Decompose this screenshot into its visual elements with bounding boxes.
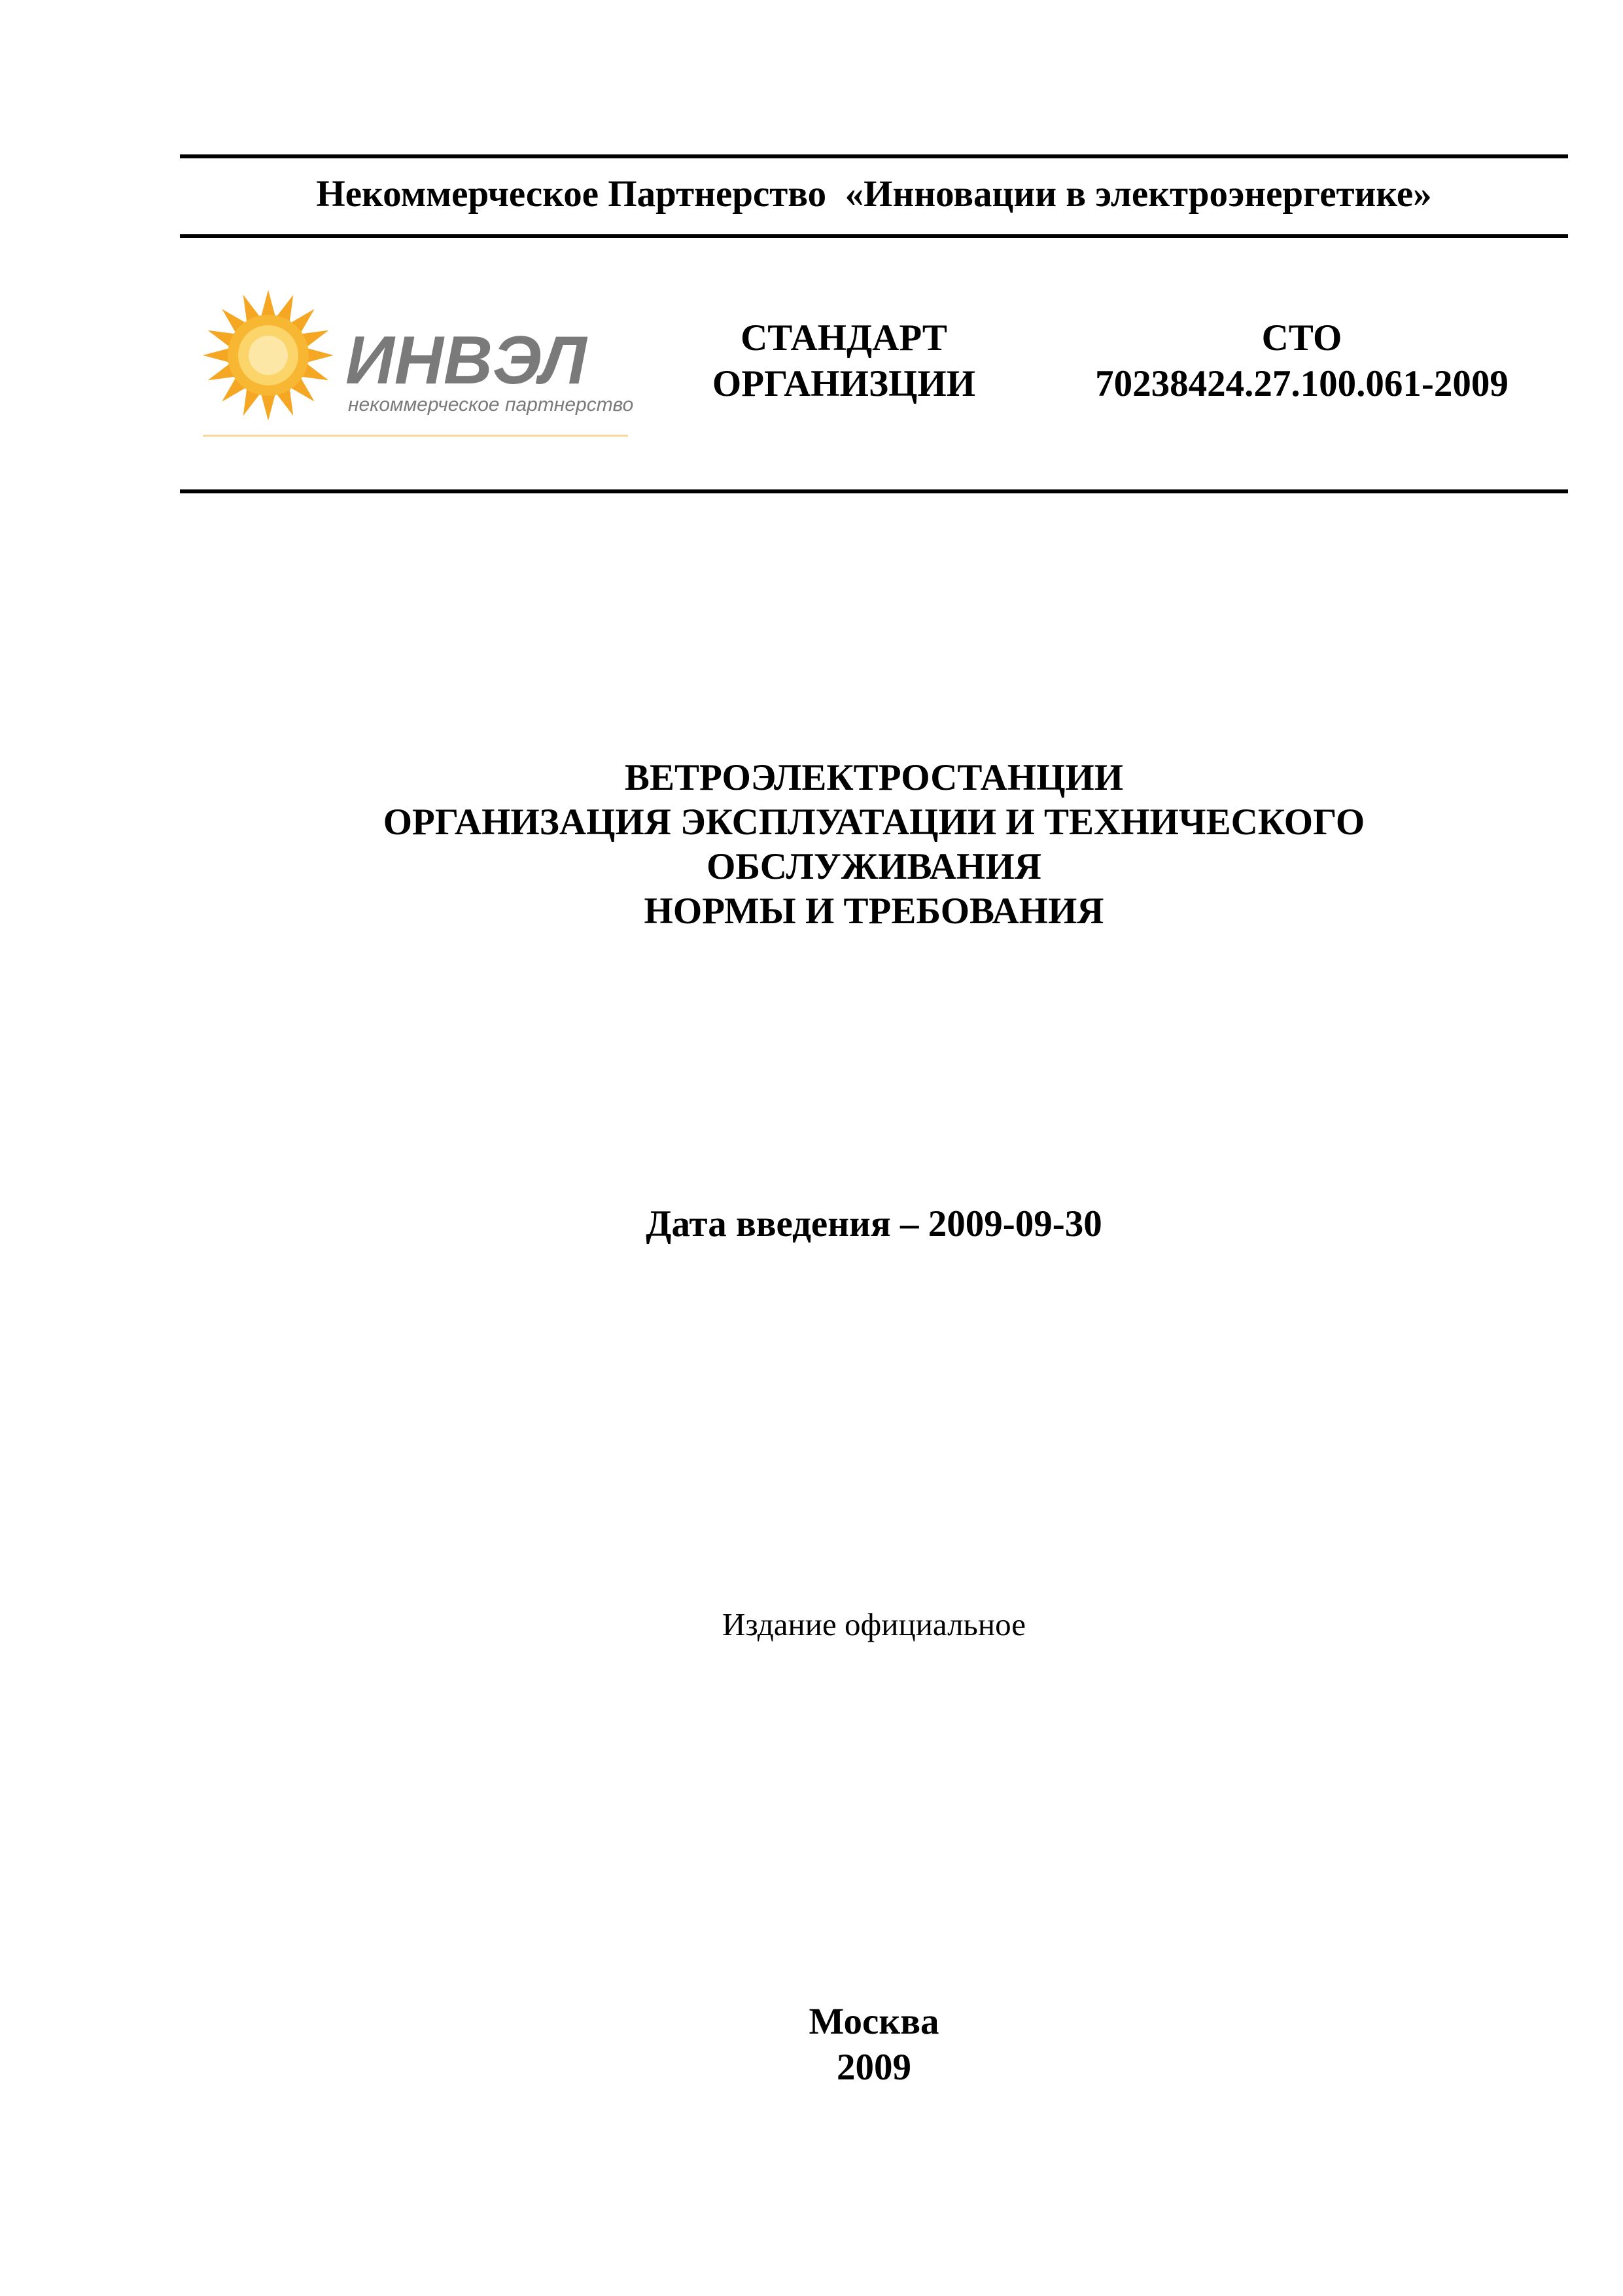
edition-note: Издание официальное <box>722 1606 1026 1642</box>
document-title <box>180 756 1568 934</box>
publication-year: 2009 <box>837 2047 911 2088</box>
sun-icon <box>203 290 334 421</box>
standard-code <box>1047 315 1557 407</box>
standard-title <box>674 315 1014 407</box>
standard-code-number: 70238424.27.100.061-2009 <box>1095 363 1509 404</box>
introduction-date: Дата введения – 2009-09-30 <box>646 1203 1102 1245</box>
document-title-line-2: ОРГАНИЗАЦИЯ ЭКСПЛУАТАЦИИ И ТЕХНИЧЕСКОГО <box>383 802 1365 843</box>
document-title-line-3: ОБСЛУЖИВАНИЯ <box>707 846 1041 887</box>
logo-wordmark: ИНВЭЛ <box>345 323 587 398</box>
standard-title-line-2: ОРГАНИЗЦИИ <box>712 363 976 404</box>
top-rule <box>180 154 1568 158</box>
publication-city: Москва <box>809 2001 939 2042</box>
standard-code-prefix: СТО <box>1261 317 1342 359</box>
logo-tagline: некоммерческое партнерство <box>348 394 634 415</box>
header-bottom-rule <box>180 489 1568 493</box>
document-title-line-1: ВЕТРОЭЛЕКТРОСТАНЦИИ <box>624 757 1124 798</box>
document-title-line-4: НОРМЫ И ТРЕБОВАНИЯ <box>644 891 1104 932</box>
invel-logo <box>196 287 635 444</box>
publication-place-year <box>180 1999 1568 2091</box>
header-divider-rule <box>180 234 1568 238</box>
organization-name: Некоммерческое Партнерство «Инновации в электроэнергетике» <box>316 173 1432 215</box>
standard-title-line-1: СТАНДАРТ <box>741 317 947 359</box>
